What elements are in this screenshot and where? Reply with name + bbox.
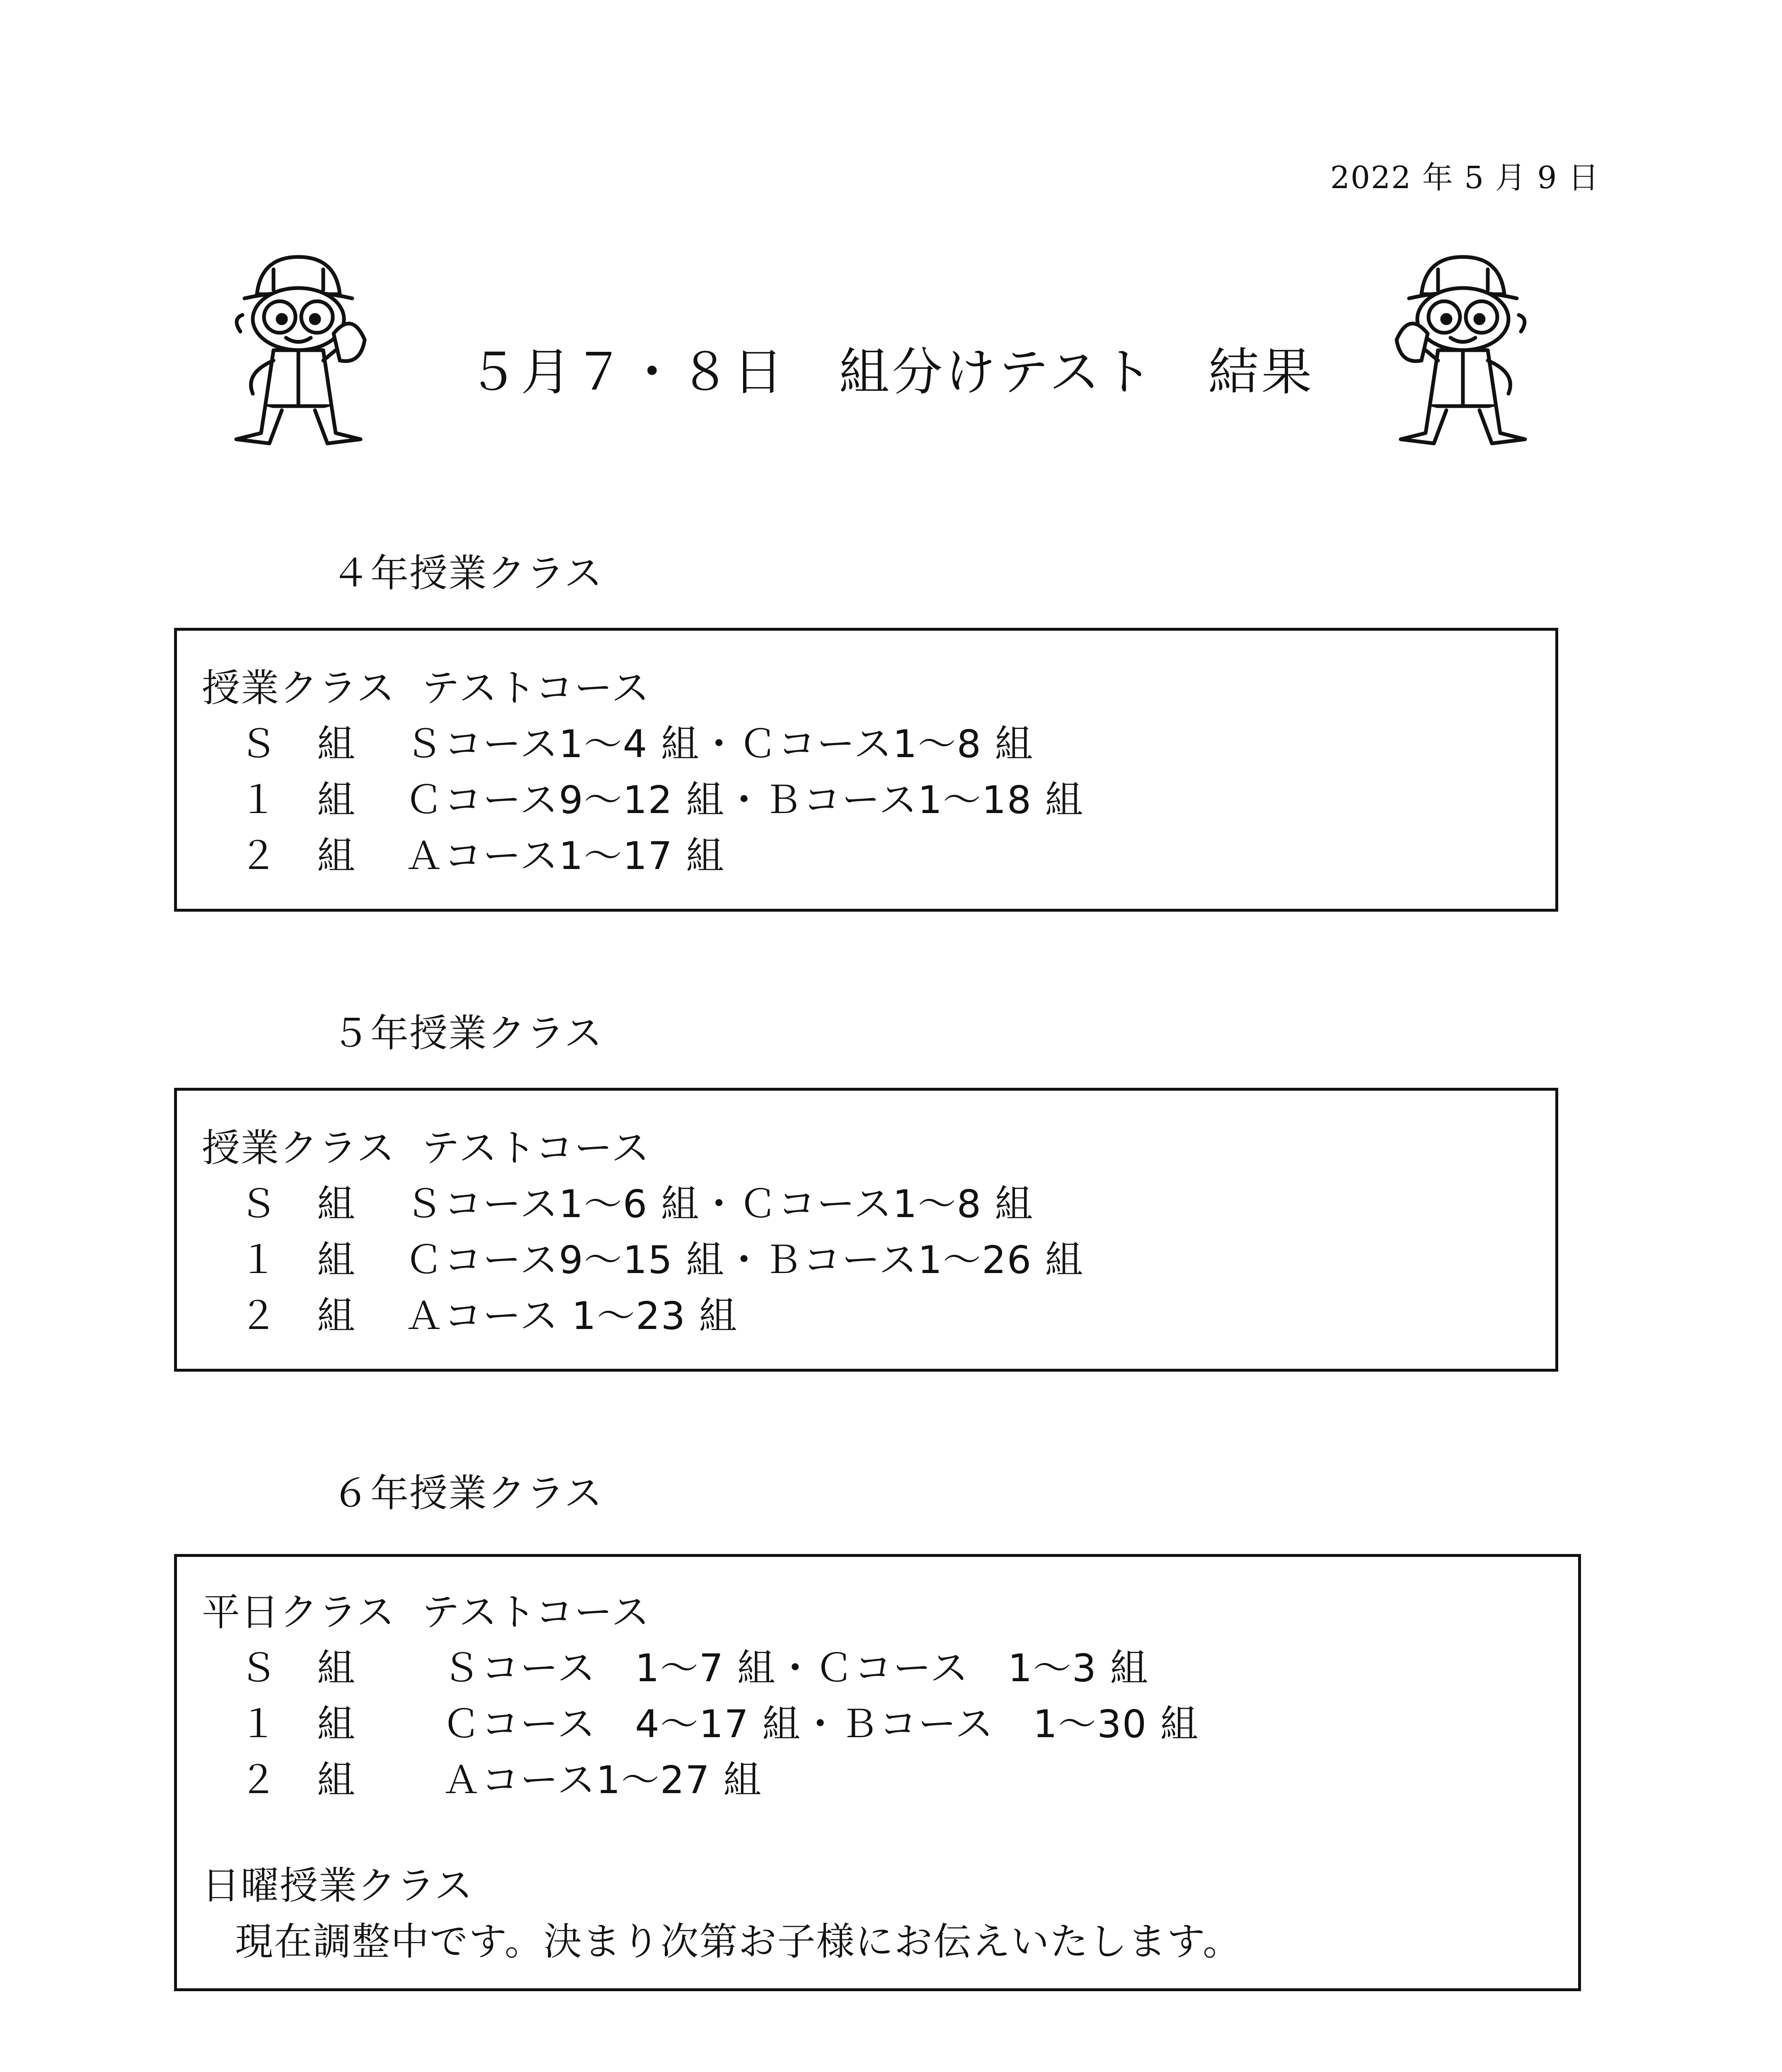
box-header-left: 授業クラス bbox=[202, 666, 396, 710]
sunday-class-note: 現在調整中です。決まり次第お子様にお伝えいたします。 bbox=[235, 1920, 1242, 1964]
row-courses: Ｓコース1～6 組・Ｃコース1～8 組 bbox=[405, 1182, 1034, 1226]
box-header-right: テストコース bbox=[421, 1126, 651, 1170]
box-header-left: 授業クラス bbox=[202, 1126, 396, 1170]
row-group: ２ 組 bbox=[239, 834, 356, 878]
date: 2022 年 5 月 9 日 bbox=[1330, 160, 1600, 196]
box-header-right: テストコース bbox=[421, 1590, 651, 1634]
row-group: ２ 組 bbox=[239, 1758, 356, 1802]
row-courses: Ａコース1～27 組 bbox=[442, 1758, 763, 1802]
row-group: Ｓ 組 bbox=[239, 1182, 356, 1226]
row-group: Ｓ 組 bbox=[239, 722, 356, 766]
sunday-class-label: 日曜授業クラス bbox=[202, 1864, 474, 1908]
row-group: ２ 組 bbox=[239, 1294, 356, 1338]
results-box-grade4 bbox=[174, 628, 1558, 912]
box-header-right: テストコース bbox=[421, 666, 651, 710]
row-courses: Ｓコース1～4 組・Ｃコース1～8 組 bbox=[405, 722, 1034, 766]
section-heading-grade5: ５年授業クラス bbox=[332, 1011, 603, 1055]
row-group: １ 組 bbox=[239, 778, 356, 822]
results-box-grade5 bbox=[174, 1088, 1558, 1372]
page-title: ５月７・８日 組分けテスト 結果 bbox=[467, 343, 1315, 402]
box-header-left: 平日クラス bbox=[202, 1590, 396, 1634]
row-courses: Ｃコース 4～17 組・Ｂコース 1～30 組 bbox=[442, 1702, 1199, 1746]
row-courses: Ｃコース9～12 組・Ｂコース1～18 組 bbox=[405, 778, 1084, 822]
row-courses: Ｃコース9～15 組・Ｂコース1～26 組 bbox=[405, 1238, 1084, 1282]
row-courses: Ａコース 1～23 組 bbox=[405, 1294, 738, 1338]
row-group: １ 組 bbox=[239, 1238, 356, 1282]
section-heading-grade6: ６年授業クラス bbox=[332, 1471, 603, 1515]
row-group: １ 組 bbox=[239, 1702, 356, 1746]
row-group: Ｓ 組 bbox=[239, 1646, 356, 1690]
baseball-kid-mascot-icon bbox=[1392, 244, 1533, 452]
row-courses: Ａコース1～17 組 bbox=[405, 834, 725, 878]
results-box-grade6 bbox=[174, 1554, 1581, 1991]
row-courses: Ｓコース 1～7 組・Ｃコース 1～3 組 bbox=[442, 1646, 1149, 1690]
section-heading-grade4: ４年授業クラス bbox=[332, 551, 603, 595]
